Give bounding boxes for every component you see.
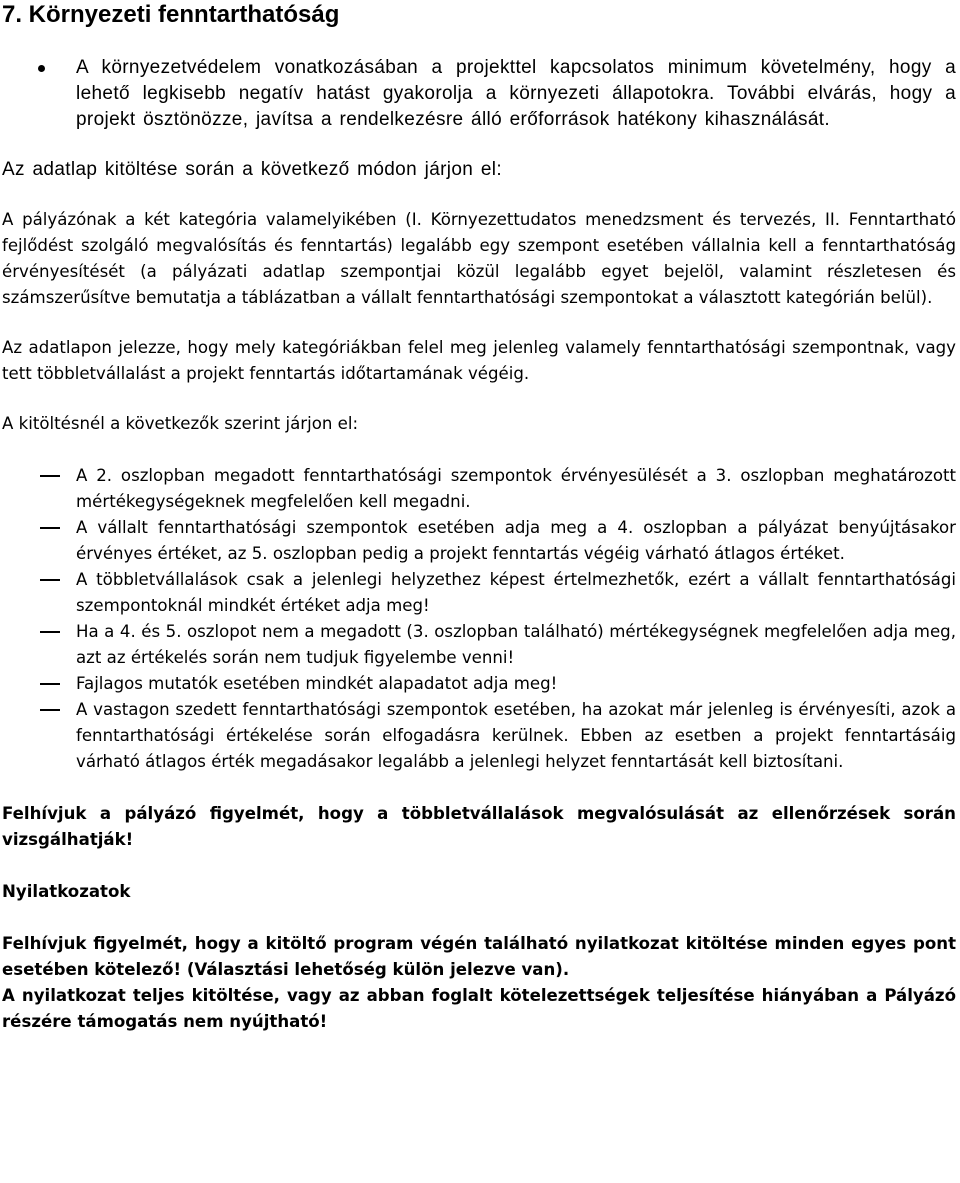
dash-item-text: Ha a 4. és 5. oszlopot nem a megadott (3. oszlopban található) mértékegységnek megfelelően adja meg, azt az értékelés során nem tudjuk figyelembe venni!: [76, 622, 956, 667]
dash-item-text: A 2. oszlopban megadott fenntarthatósági szempontok érvényesülését a 3. oszlopban meghatározott mértékegységeknek megfelelően kell megadni.: [76, 466, 956, 511]
declaration-paragraph-2: A nyilatkozat teljes kitöltése, vagy az abban foglalt kötelezettségek teljesítése hiányában a Pályázó részére támogatás nem nyújtható!: [2, 986, 956, 1031]
dash-item: [2, 567, 956, 619]
dash-list: [2, 463, 956, 775]
kitoltes-heading: A kitöltésnél a következők szerint járjon el:: [2, 414, 359, 433]
dash-item: [2, 463, 956, 515]
section-title: 7. Környezeti fenntarthatóság: [2, 1, 340, 28]
bullet-item: [2, 55, 956, 133]
dash-icon: [40, 527, 60, 529]
dash-item-text: A vastagon szedett fenntarthatósági szempontok esetében, ha azokat már jelenleg is érvényesíti, azok a fenntarthatósági értékelése során elfogadásra kerülnek. Ebben az esetben a projekt fenntartásáig várható átlagos érték megadásakor legalább a jelenlegi helyzet fenntartását kell biztosítani.: [76, 700, 956, 771]
nyilatkozatok-heading: Nyilatkozatok: [2, 882, 131, 901]
bullet-item-text: A környezetvédelem vonatkozásában a projekttel kapcsolatos minimum követelmény, hogy a lehető legkisebb negatív hatást gyakorolja a környezeti állapotokra. További elvárás, hogy a projekt ösztönözze, javítsa a rendelkezésre álló erőforrások hatékony kihasználását.: [76, 57, 956, 130]
dash-icon: [40, 475, 60, 477]
category-paragraph: A pályázónak a két kategória valamelyikében (I. Környezettudatos menedzsment és tervezés, II. Fenntartható fejlődést szolgáló megvalósítás és fenntartás) legalább egy szempont esetében vállalnia kell a fenntarthatóság érvényesítését (a pályázati adatlap szempontjai közül legalább egyet bejelöl, valamint részletesen és számszerűsítve bemutatja a táblázatban a vállalt fenntarthatósági szempontokat a választott kategórián belül).: [2, 210, 956, 307]
intro-text: Az adatlap kitöltése során a következő módon járjon el:: [2, 159, 502, 180]
bullet-list: [2, 55, 956, 133]
dash-icon: [40, 579, 60, 581]
dash-item-text: A többletvállalások csak a jelenlegi helyzethez képest értelmezhetők, ezért a vállalt fenntarthatósági szempontoknál mindkét értéket adja meg!: [76, 570, 956, 615]
dash-item: [2, 671, 956, 697]
dash-item: [2, 697, 956, 775]
dash-item: [2, 515, 956, 567]
dash-icon: [40, 631, 60, 633]
warning-paragraph: Felhívjuk a pályázó figyelmét, hogy a többletvállalások megvalósulását az ellenőrzések során vizsgálhatják!: [2, 804, 956, 849]
bullet-icon: [38, 65, 45, 72]
adatlap-paragraph: Az adatlapon jelezze, hogy mely kategóriákban felel meg jelenleg valamely fenntarthatósági szempontnak, vagy tett többletvállalást a projekt fenntartás időtartamának végéig.: [2, 338, 956, 383]
dash-item-text: Fajlagos mutatók esetében mindkét alapadatot adja meg!: [76, 674, 558, 693]
declaration-paragraph-1: Felhívjuk figyelmét, hogy a kitöltő program végén található nyilatkozat kitöltése minden egyes pont esetében kötelező! (Választási lehetőség külön jelezve van).: [2, 934, 956, 979]
dash-icon: [40, 709, 60, 711]
dash-item: [2, 619, 956, 671]
dash-item-text: A vállalt fenntarthatósági szempontok esetében adja meg a 4. oszlopban a pályázat benyújtásakor érvényes értéket, az 5. oszlopban pedig a projekt fenntartás végéig várható átlagos értéket.: [76, 518, 956, 563]
dash-icon: [40, 683, 60, 685]
